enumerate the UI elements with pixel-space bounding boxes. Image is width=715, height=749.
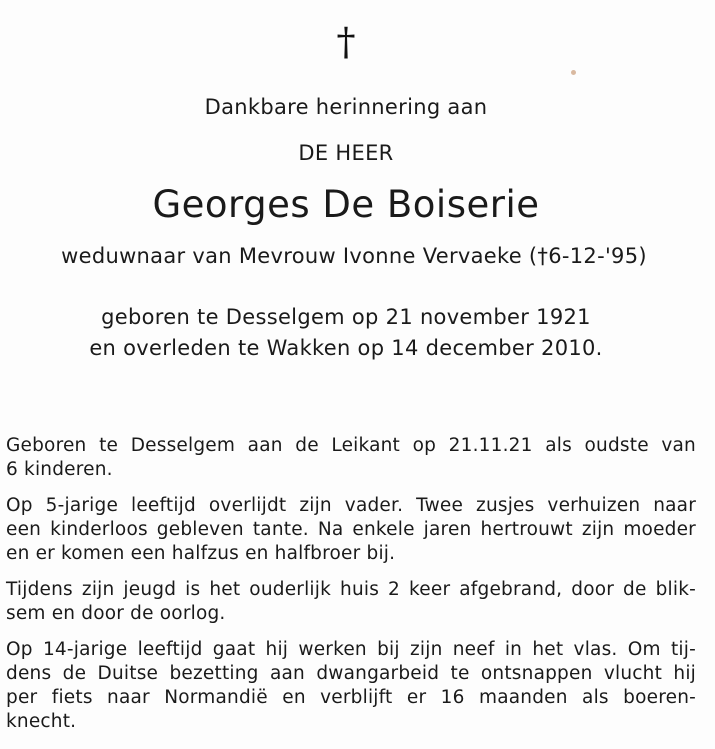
deceased-name: Georges De Boiserie bbox=[152, 183, 540, 226]
intro-text: Dankbare herinnering aan bbox=[204, 95, 488, 119]
bio-line: Op 14-jarige leeftijd gaat hij werken bij zijn neef in het vlas. Om tij- bbox=[6, 639, 696, 660]
bio-paragraph-2 bbox=[6, 494, 696, 566]
bio-paragraph-4 bbox=[6, 638, 696, 734]
biography bbox=[6, 434, 696, 746]
birth-line: geboren te Desselgem op 21 november 1921 bbox=[101, 305, 591, 329]
bio-line: per fiets naar Normandië en verblijft er 16 maanden als boeren- bbox=[6, 687, 696, 708]
bio-line: Tijdens zijn jeugd is het ouderlijk huis 2 keer afgebrand, door de blik- bbox=[6, 579, 696, 600]
cross-icon: † bbox=[336, 20, 356, 64]
bio-line: Op 5-jarige leeftijd overlijdt zijn vader. Twee zusjes verhuizen naar bbox=[6, 495, 696, 516]
bio-line: sem en door de oorlog. bbox=[6, 603, 226, 624]
bio-line: Geboren te Desselgem aan de Leikant op 21.11.21 als oudste van bbox=[6, 435, 696, 456]
bio-line: dens de Duitse bezetting aan dwangarbeid te ontsnappen vlucht hij bbox=[6, 663, 696, 684]
bio-line: een kinderloos gebleven tante. Na enkele jaren hertrouwt zijn moeder bbox=[6, 519, 696, 540]
honorific-title: DE HEER bbox=[298, 141, 394, 165]
bio-paragraph-3 bbox=[6, 578, 696, 626]
widower-line: weduwnaar van Mevrouw Ivonne Vervaeke (†6-12-'95) bbox=[61, 244, 647, 268]
death-line: en overleden te Wakken op 14 december 2010. bbox=[89, 336, 603, 360]
bio-line: knecht. bbox=[6, 711, 77, 732]
bio-line: 6 kinderen. bbox=[6, 459, 113, 480]
bio-paragraph-1 bbox=[6, 434, 696, 482]
bio-line: en er komen een halfzus en halfbroer bij. bbox=[6, 543, 396, 564]
paper-speck bbox=[571, 70, 576, 75]
